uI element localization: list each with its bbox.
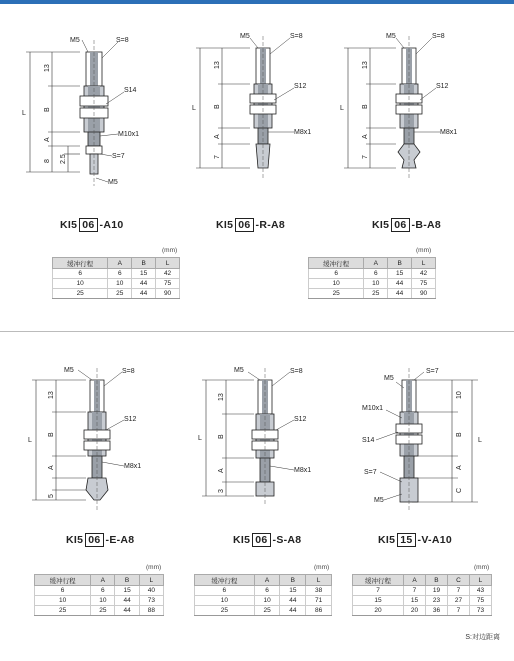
dim-A: A [44,137,51,142]
dim-3: 3 [218,489,225,493]
table-row: 6 6 15 40 [35,586,164,596]
dim-13: 13 [218,393,225,401]
table-row: 15 15 23 27 75 [353,596,492,606]
th-A: A [108,258,132,269]
dim-L: L [22,110,26,117]
label-thread: M10x1 [118,131,140,138]
dim-10: 10 [456,391,463,399]
th-L: L [412,258,436,269]
label-thread: M8x1 [294,467,312,474]
dim-13: 13 [48,391,55,399]
label-wrench-mid: S12 [436,83,449,90]
dim-B: B [362,104,369,109]
dim-B: B [218,434,225,439]
label-thread: M8x1 [124,463,142,470]
dim-2.5: 2.5 [60,154,67,164]
label-wrench-top: S=7 [426,368,439,375]
th-stroke: 缓冲行程 [53,258,108,269]
table-unit-ea8: (mm) [146,564,162,571]
spec-table-sa8: 缓冲行程 A B L 6 6 15 38 10 10 44 71 25 25 44 86 [194,574,332,616]
table-row: 25 25 44 88 [35,606,164,616]
table-unit-va10: (mm) [474,564,490,571]
model-title-ea8: KI5 06 -E-A8 [66,534,135,546]
label-thread: M8x1 [440,129,458,136]
model-title-a10: KI5 06 -A10 [60,219,124,231]
label-wrench-mid: S12 [124,416,137,423]
dim-A: A [48,465,55,470]
dim-8: 8 [44,159,51,163]
table-row: 6 6 15 42 [53,269,180,279]
dim-B: B [44,107,51,112]
dim-B: B [48,432,55,437]
label-top-thread: M5 [64,367,74,374]
label-wrench-bot: S=7 [112,153,125,160]
label-wrench-mid: S14 [124,87,137,94]
table-row: 20 20 36 7 73 [353,606,492,616]
dim-5: 5 [48,494,55,498]
table-row: 10 10 44 75 [309,279,436,289]
th-stroke: 缓冲行程 [309,258,364,269]
dim-A: A [214,134,221,139]
dim-L: L [478,437,482,444]
label-wrench-mid: S12 [294,83,307,90]
dim-7: 7 [214,155,221,159]
dim-13: 13 [362,61,369,69]
table-unit-ba8: (mm) [416,247,432,254]
table-row: 6 6 15 42 [309,269,436,279]
label-bottom-thread: M5 [374,497,384,504]
dim-C: C [456,487,463,493]
label-wrench-top: S=8 [290,33,303,40]
dim-B: B [456,432,463,437]
model-title-va10: KI5 15 -V-A10 [378,534,453,546]
table-row: 25 25 44 90 [53,289,180,299]
dim-7: 7 [362,155,369,159]
table-unit-sa8: (mm) [314,564,330,571]
model-title-ra8: KI5 06 -R-A8 [216,219,286,231]
label-thread: M8x1 [294,129,312,136]
table-unit-a10: (mm) [162,247,178,254]
label-wrench-mid: S14 [362,437,375,444]
dim-A: A [456,465,463,470]
dim-B: B [214,104,221,109]
spec-table-ea8: 缓冲行程 A B L 6 6 15 40 10 10 44 73 25 25 44 88 [34,574,164,616]
label-wrench-top: S=8 [432,33,445,40]
model-title-sa8: KI5 06 -S-A8 [233,534,302,546]
label-wrench-top: S=8 [116,37,129,44]
label-thread: M10x1 [362,405,384,412]
dim-L: L [198,435,202,442]
dim-L: L [340,105,344,112]
label-bottom-thread: M5 [108,179,118,186]
dim-13: 13 [214,61,221,69]
th-B: B [388,258,412,269]
label-top-thread: M5 [384,375,394,382]
th-A: A [364,258,388,269]
model-title-ba8: KI5 06 -B-A8 [372,219,442,231]
label-top-thread: M5 [386,33,396,40]
table-row: 10 10 44 71 [195,596,332,606]
label-wrench-bot: S=7 [364,469,377,476]
dim-A: A [362,134,369,139]
dim-13: 13 [44,64,51,72]
table-row: 6 6 15 38 [195,586,332,596]
spec-table-va10: 缓冲行程 A B C L 7 7 19 7 43 15 15 23 27 75 20 20 36 7 73 [352,574,492,616]
table-row: 10 10 44 73 [35,596,164,606]
dim-A: A [218,468,225,473]
label-top-thread: M5 [234,367,244,374]
footnote-wrench-size: S:对边距离 [465,634,500,641]
th-B: B [132,258,156,269]
th-L: L [156,258,180,269]
label-wrench-mid: S12 [294,416,307,423]
dim-L: L [28,437,32,444]
table-row: 25 25 44 86 [195,606,332,616]
table-row: 25 25 44 90 [309,289,436,299]
label-top-thread: M5 [70,37,80,44]
label-wrench-top: S=8 [122,368,135,375]
table-row: 7 7 19 7 43 [353,586,492,596]
label-top-thread: M5 [240,33,250,40]
dim-L: L [192,105,196,112]
label-wrench-top: S=8 [290,368,303,375]
table-row: 10 10 44 75 [53,279,180,289]
